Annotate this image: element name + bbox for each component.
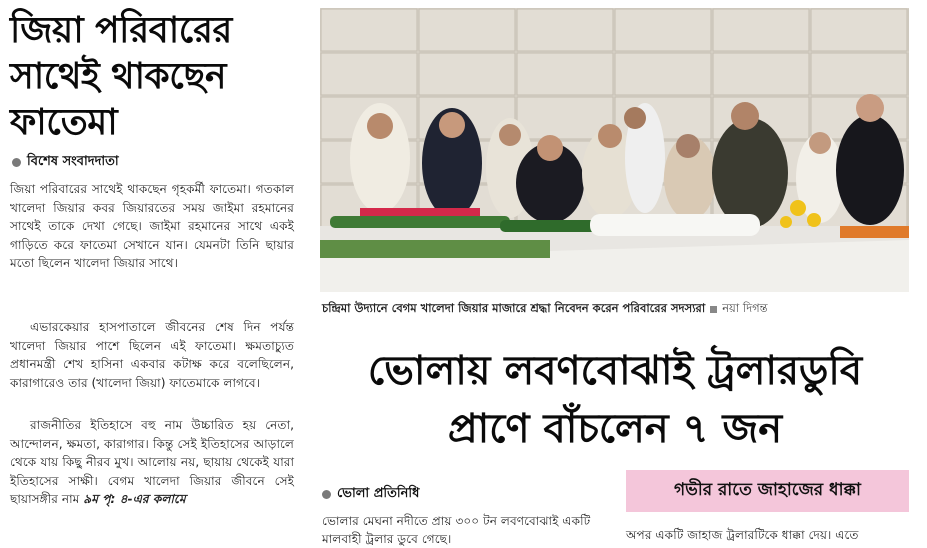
left-paragraph-1: জিয়া পরিবারের সাথেই থাকছেন গৃহকর্মী ফাতেমা। গতকাল খালেদা জিয়ার কবর জিয়ারতের সময় জাইমা রহমানের সাথেই তাকে দেখা গেছে। জাইমা রহমানের সাথে একই গাড়িতে করে ফাতেমা সেখানে যান। যেমনটা তিনি ছায়ার মতো ছিলেন খালেদা জিয়ার সাথে। [10, 182, 294, 270]
square-icon [710, 306, 717, 313]
right-byline-text: ভোলা প্রতিনিধি [337, 486, 420, 501]
right-headline [320, 342, 910, 458]
left-paragraph-3 [10, 416, 294, 509]
right-story-col-1: ভোলার মেঘনা নদীতে প্রায় ৩০০ টন লবণবোঝাই একটি মালবাহী ট্রলার ডুবে গেছে। [322, 514, 591, 546]
left-paragraph-2: এভারকেয়ার হাসপাতালে জীবনের শেষ দিন পর্যন্ত খালেদা জিয়ার পাশে ছিলেন এই ফাতেমা। ক্ষমতাচ্যুত প্রধানমন্ত্রী শেখ হাসিনা একবার কটাক্ষ করে বলেছিলেন, কারাগারেও তার (খালেদা জিয়া) ফাতেমাকে লাগবে। [10, 320, 294, 390]
left-story [8, 0, 295, 544]
bullet-icon [12, 158, 21, 167]
right-headline-line-2: প্রাণে বাঁচলেন ৭ জন [447, 406, 783, 452]
news-photo [320, 8, 909, 292]
bullet-icon [322, 490, 331, 499]
left-paragraph-3-text: রাজনীতির ইতিহাসে বহু নাম উচ্চারিত হয় নেতা, আন্দোলন, ক্ষমতা, কারাগার। কিন্তু সেই ইতিহাসের আড়ালে থেকে যায় কিছু নীরব মুখ। আলোয় নয়, ছায়ায় থেকেই যারা ইতিহাসের সাক্ষী। বেগম খালেদা জিয়ার জীবনে সেই ছায়াসঙ্গীর নাম [10, 418, 294, 506]
left-byline-text: বিশেষ সংবাদদাতা [27, 154, 119, 169]
right-headline-line-1: ভোলায় লবণবোঝাই ট্রলারডুবি [367, 348, 863, 394]
photo-illustration [320, 8, 909, 292]
left-byline [12, 152, 119, 173]
right-subhead: গভীর রাতে জাহাজের ধাক্কা [626, 470, 909, 512]
photo-caption [322, 300, 768, 319]
left-headline: জিয়া পরিবারের সাথেই থাকছেন ফাতেমা [10, 10, 232, 143]
caption-text: চন্দ্রিমা উদ্যানে বেগম খালেদা জিয়ার মাজারে শ্রদ্ধা নিবেদন করেন পরিবারের সদস্যরা [322, 301, 706, 315]
photo-credit: নয়া দিগন্ত [722, 301, 768, 315]
right-byline [322, 484, 419, 505]
right-story-col-2: অপর একটি জাহাজ ট্রলারটিকে ধাক্কা দেয়। এতে [626, 528, 859, 542]
jump-link[interactable]: ৯ম পৃ: ৪-এর কলামে [83, 492, 186, 506]
